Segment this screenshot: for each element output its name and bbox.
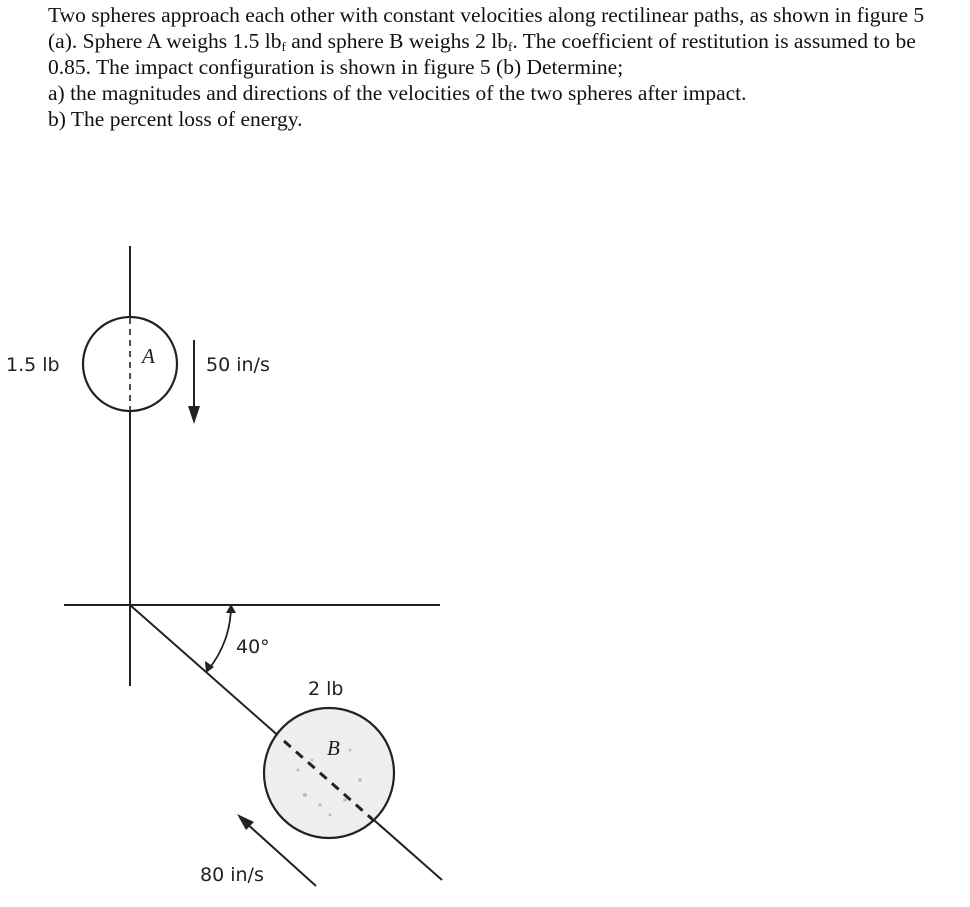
intro-part-3: . The coefficient of restitution is assumed to be 0.85. The impact configuration is shown in figure 5 (b) Determine; [48,29,916,79]
unit-subscript-b: f [507,39,513,54]
intro-part-1: Two spheres approach each other with constant velocities along rectilinear paths, as shown in figure 5 (a). Sphere A weighs 1.5 lb [48,3,925,53]
sphere-a-speed-label: 50 in/s [206,354,270,376]
sphere-b-letter: B [327,736,340,760]
sphere-a-letter: A [142,344,155,368]
sphere-a [83,317,177,411]
sphere-a-velocity-arrow [188,340,200,424]
intro-part-2: and sphere B weighs 2 lb [285,29,508,53]
sphere-a-weight-label: 1.5 lb [6,354,60,376]
angle-arc [205,604,236,673]
sphere-b [264,708,394,838]
sphere-b-speed-label: 80 in/s [200,864,264,886]
question-b: b) The percent loss of energy. [48,107,303,131]
angle-label: 40° [236,636,270,658]
unit-subscript-a: f [281,39,286,54]
sphere-b-weight-label: 2 lb [308,678,344,700]
question-a: a) the magnitudes and directions of the velocities of the two spheres after impact. [48,81,747,105]
